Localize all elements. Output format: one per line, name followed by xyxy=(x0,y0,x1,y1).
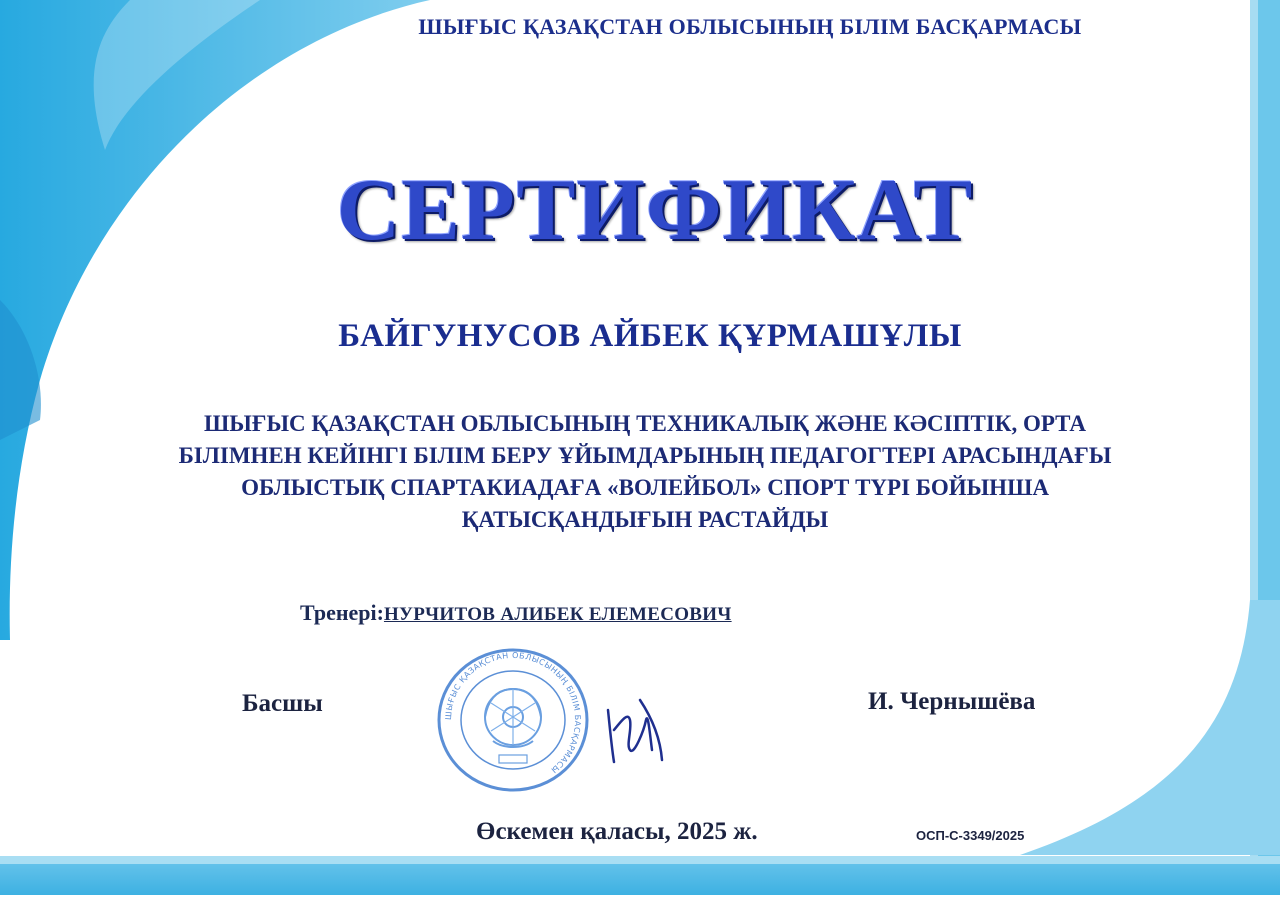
certificate-title: СЕРТИФИКАТ xyxy=(336,162,974,259)
certificate-description xyxy=(130,408,1160,536)
organization-header: ШЫҒЫС ҚАЗАҚСТАН ОБЛЫСЫНЫҢ БІЛІМ БАСҚАРМАСЫ xyxy=(418,14,1082,39)
recipient-name: БАЙГУНУСОВ АЙБЕК ҚҰРМАШҰЛЫ xyxy=(338,318,962,354)
coach-name: НУРЧИТОВ АЛИБЕК ЕЛЕМЕСОВИЧ xyxy=(383,604,732,625)
description-line: ШЫҒЫС ҚАЗАҚСТАН ОБЛЫСЫНЫҢ ТЕХНИКАЛЫҚ ЖӘНЕ КӘСІПТІК, ОРТА xyxy=(203,411,1086,436)
description-line: БІЛІМНЕН КЕЙІНГІ БІЛІМ БЕРУ ҰЙЫМДАРЫНЫҢ ПЕДАГОГТЕРІ АРАСЫНДАҒЫ xyxy=(178,443,1112,468)
coach-line xyxy=(300,600,732,626)
coach-label: Тренері: xyxy=(300,600,384,625)
signer-name: И. Чернышёва xyxy=(868,688,1036,715)
signer-position: Басшы xyxy=(242,690,323,717)
seal-text: ШЫҒЫС ҚАЗАҚСТАН ОБЛЫСЫНЫҢ БІЛІМ БАСҚАРМАСЫ xyxy=(443,650,583,775)
certificate-number: ОСП-С-3349/2025 xyxy=(916,828,1025,843)
official-seal xyxy=(433,645,593,795)
place-and-date: Өскемен қаласы, 2025 ж. xyxy=(476,818,758,845)
description-line: ҚАТЫСҚАНДЫҒЫН РАСТАЙДЫ xyxy=(461,507,829,532)
description-line: ОБЛЫСТЫҚ СПАРТАКИАДАҒА «ВОЛЕЙБОЛ» СПОРТ ТҮРІ БОЙЫНША xyxy=(241,475,1049,500)
handwritten-signature xyxy=(600,690,670,770)
